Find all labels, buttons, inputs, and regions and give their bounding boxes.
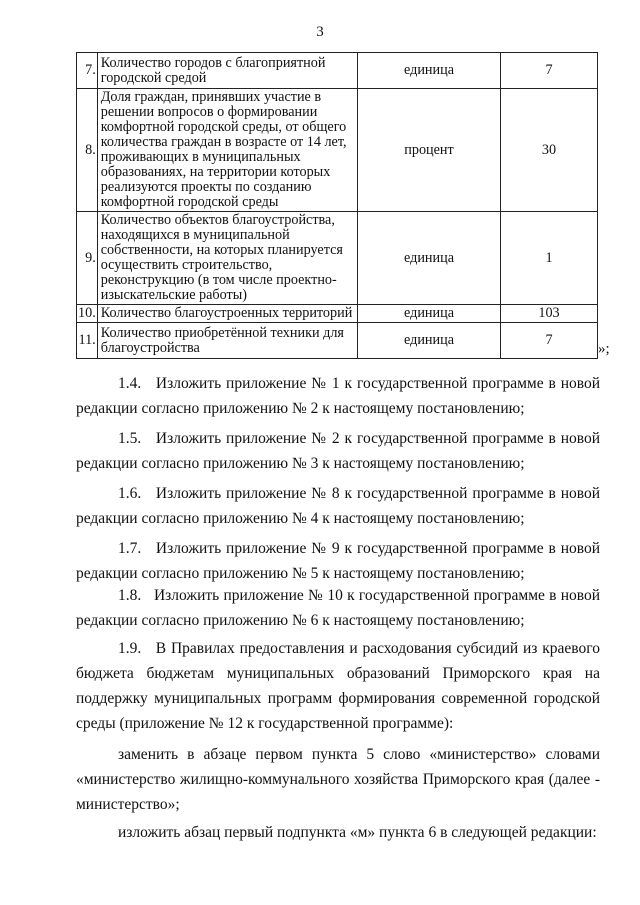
indicator-name: Количество приобретённой техники для благоустройства (97, 323, 357, 359)
table-row (77, 305, 598, 323)
paragraph-1-6: 1.6. Изложить приложение № 8 к государственной программе в новой редакции согласно приложению № 4 к настоящему постановлению; (76, 485, 600, 527)
row-number: 7. (77, 53, 98, 89)
value-cell: 7 (501, 323, 598, 359)
table-row (77, 212, 598, 305)
paragraph-1-8: 1.8. Изложить приложение № 10 к государственной программе в новой редакции согласно приложению № 6 к настоящему постановлению; (76, 587, 600, 629)
row-number: 11. (77, 323, 98, 359)
table-row (77, 89, 598, 212)
table-row (77, 53, 598, 89)
table-closing-quote: »; (598, 341, 610, 357)
value-cell: 1 (501, 212, 598, 305)
unit-cell: единица (358, 53, 501, 89)
indicator-name: Количество объектов благоустройства, находящихся в муниципальной собственности, на которых планируется осуществить строительство, реконструкцию (в том числе проектно-изыскательские работы) (97, 212, 357, 305)
indicator-name: Доля граждан, принявших участие в решении вопросов о формировании комфортной городской среды, от общего количества граждан в возрасте от 14 лет, проживающих в муниципальных образованиях, на территории которых реализуются проекты по созданию комфортной городской среды (97, 89, 357, 212)
unit-cell: единица (358, 323, 501, 359)
row-number: 10. (78, 305, 96, 321)
unit-cell: процент (358, 89, 501, 212)
row-number: 9. (77, 212, 98, 305)
paragraph-restate: изложить абзац первый подпункта «м» пункта 6 в следующей редакции: (118, 824, 597, 841)
value-cell: 7 (501, 53, 598, 89)
paragraph-replace: заменить в абзаце первом пункта 5 слово «министерство» словами «министерство жилищно-коммунального хозяйства Приморского края (далее - министерство»; (76, 746, 600, 813)
paragraph-1-9: 1.9. В Правилах предоставления и расходования субсидий из краевого бюджета бюджетам муниципальных образований Приморского края на поддержку муниципальных программ формирования современной городской среды (приложение № 12 к государственной программе): (76, 640, 600, 732)
indicator-name: Количество городов с благоприятной городской средой (97, 53, 357, 89)
paragraph-1-5: 1.5. Изложить приложение № 2 к государственной программе в новой редакции согласно приложению № 3 к настоящему постановлению; (76, 430, 600, 472)
page-number: 3 (316, 24, 324, 40)
paragraph-1-4: 1.4. Изложить приложение № 1 к государственной программе в новой редакции согласно приложению № 2 к настоящему постановлению; (76, 375, 600, 417)
value-cell: 30 (501, 89, 598, 212)
row-number: 8. (77, 89, 98, 212)
table-row (77, 323, 598, 359)
value-cell: 103 (501, 305, 598, 323)
indicator-name: Количество благоустроенных территорий (97, 305, 357, 323)
indicators-table (76, 52, 598, 359)
paragraph-1-7: 1.7. Изложить приложение № 9 к государственной программе в новой редакции согласно приложению № 5 к настоящему постановлению; (76, 540, 600, 582)
unit-cell: единица (358, 212, 501, 305)
unit-cell: единица (358, 305, 501, 323)
